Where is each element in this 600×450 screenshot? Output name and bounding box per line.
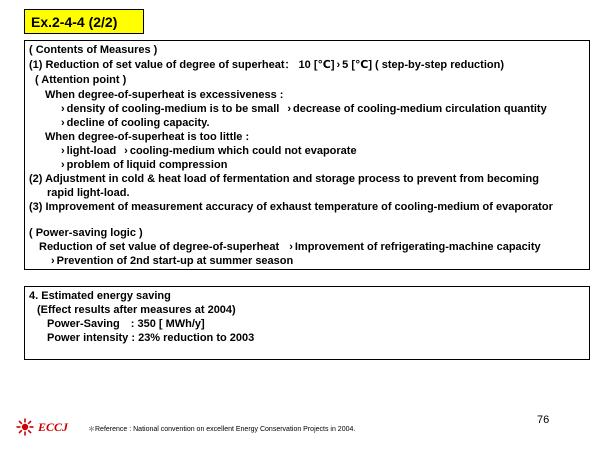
logic-line-2 (49, 255, 293, 268)
excessive-item-2-text: decline of cooling capacity. (66, 117, 210, 129)
excessive-item-2 (59, 117, 210, 130)
arrow-icon: › (61, 145, 65, 157)
arrow-icon: › (61, 117, 65, 129)
arrow-icon: › (61, 103, 65, 115)
measure-1-text: (1) Reduction of set value of degree of superheat： 10 [℃] (29, 59, 335, 71)
too-little-item-2 (59, 159, 227, 172)
measure-1 (29, 59, 504, 72)
measure-2-cont: rapid light-load. (47, 187, 130, 199)
measure-2: (2) Adjustment in cold & heat load of fermentation and storage process to prevent from becoming (29, 173, 539, 185)
logic-line-1 (39, 241, 541, 254)
measure-1-target: 5 [℃] ( step-by-step reduction) (342, 59, 504, 71)
arrow-icon: › (61, 159, 65, 171)
excessive-item-1 (59, 103, 547, 116)
too-little-item-1 (59, 145, 357, 158)
effect-results: (Effect results after measures at 2004) (37, 304, 236, 316)
contents-box (24, 40, 590, 270)
arrow-icon: › (124, 145, 128, 157)
excessive-item-1-result: decrease of cooling-medium circulation quantity (293, 103, 547, 115)
measure-3: (3) Improvement of measurement accuracy of exhaust temperature of cooling-medium of evaporator (29, 201, 553, 213)
power-intensity: Power intensity : 23% reduction to 2003 (47, 332, 255, 344)
sun-logo-icon (16, 418, 34, 436)
logo-text: ECCJ (38, 419, 69, 434)
logic-heading: ( Power-saving logic ) (29, 227, 143, 239)
reference-note: ＊Reference : National convention on excellent Energy Conservation Projects in 2004. (88, 426, 356, 433)
arrow-icon: › (289, 241, 293, 253)
logic-line-2-text: Prevention of 2nd start-up at summer season (56, 255, 294, 267)
energy-heading: 4. Estimated energy saving (29, 290, 171, 302)
too-little-item-2-text: problem of liquid compression (66, 159, 228, 171)
slide-title: Ex.2-4-4 (2/2) (24, 9, 144, 34)
too-little-item-1-result: cooling-medium which could not evaporate (129, 145, 357, 157)
too-little-item-1-text: light-load (66, 145, 117, 157)
power-saving: Power-Saving : 350 [ MWh/y] (47, 318, 205, 330)
contents-heading: ( Contents of Measures ) (29, 44, 158, 56)
logic-line-1-text: Reduction of set value of degree-of-superheat (39, 241, 280, 253)
arrow-icon: › (51, 255, 55, 267)
page-number: 76 (537, 414, 550, 426)
arrow-icon: › (287, 103, 292, 115)
eccj-logo (16, 418, 68, 436)
energy-saving-box (24, 286, 590, 360)
arrow-icon: › (336, 59, 341, 71)
logic-line-1-result: Improvement of refrigerating-machine capacity (294, 241, 541, 253)
too-little-heading: When degree-of-superheat is too little : (45, 131, 250, 143)
excessive-item-1-text: density of cooling-medium is to be small (66, 103, 280, 115)
excessive-heading: When degree-of-superheat is excessiveness : (45, 89, 284, 101)
attention-heading: ( Attention point ) (35, 74, 127, 86)
